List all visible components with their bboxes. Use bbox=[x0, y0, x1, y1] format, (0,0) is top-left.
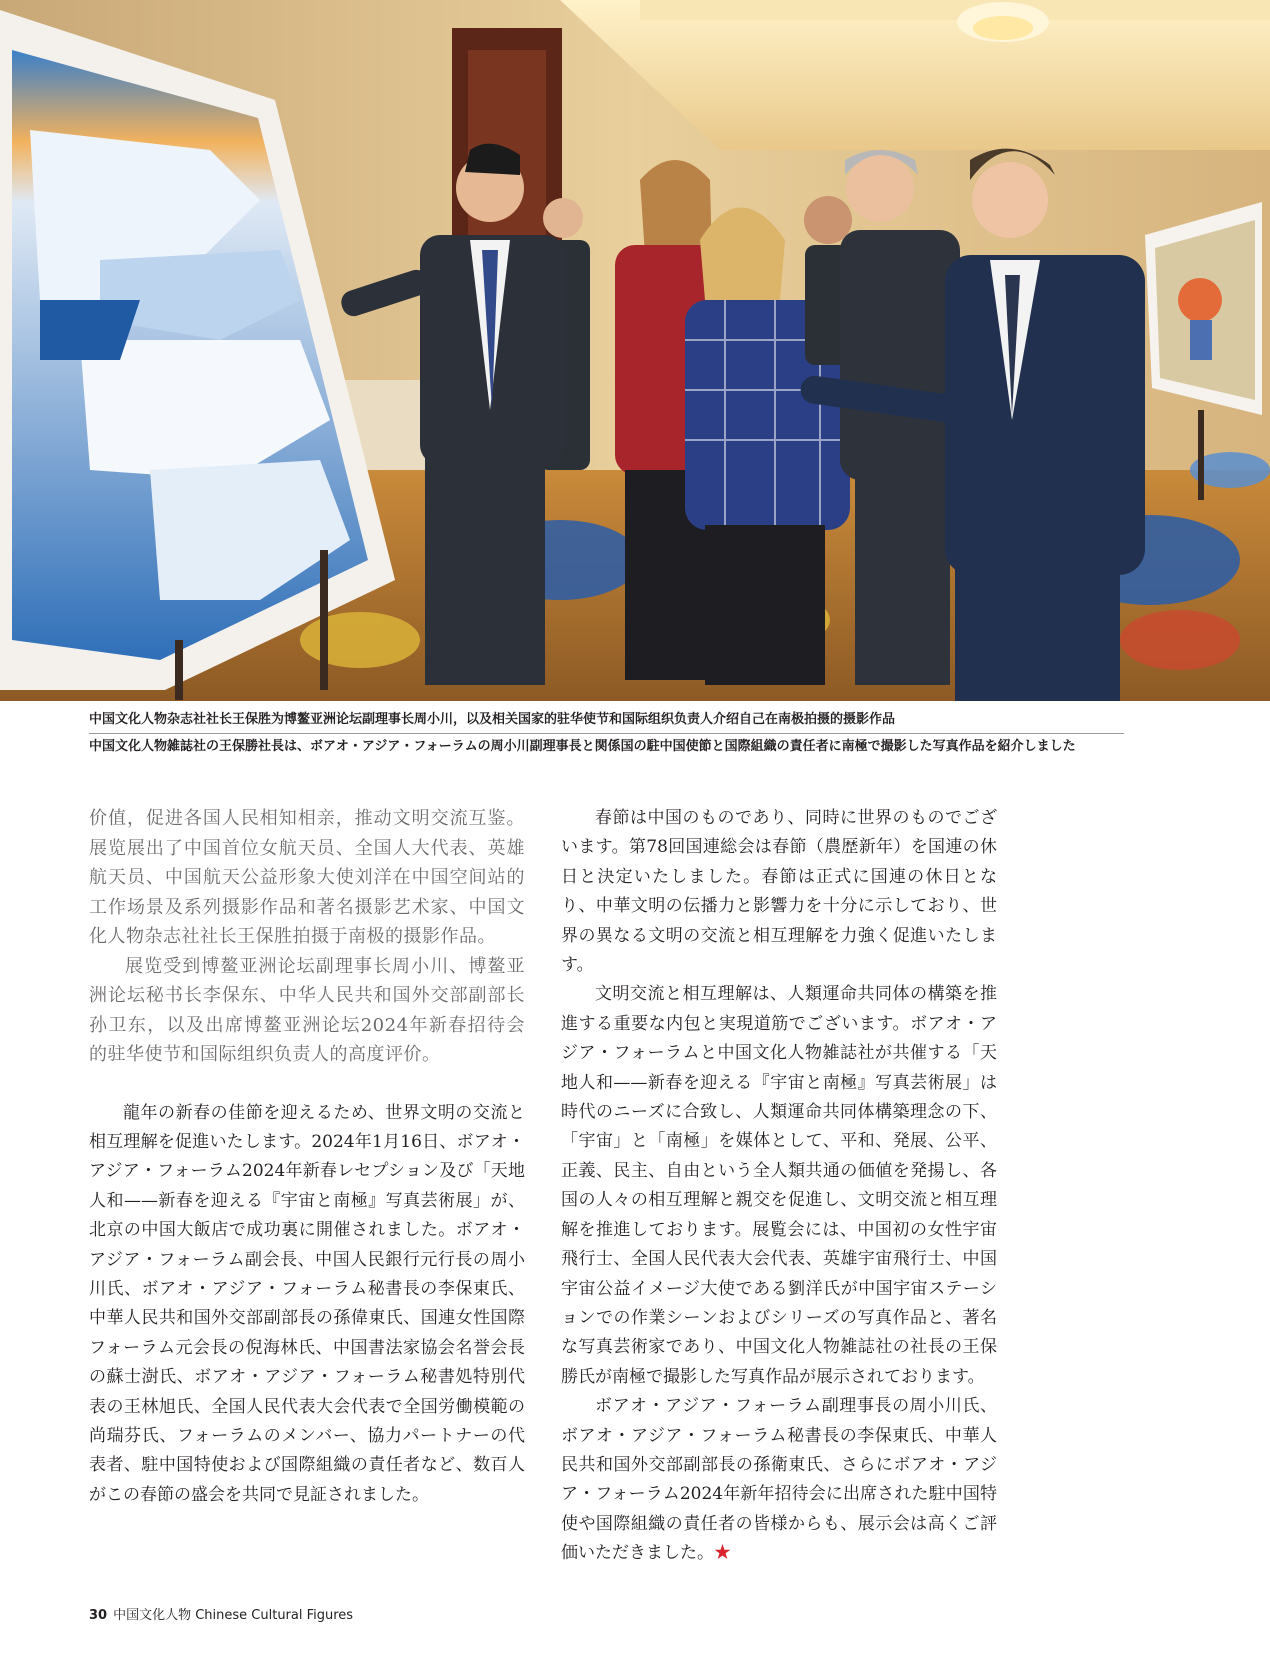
event-photo bbox=[0, 0, 1270, 701]
chinese-paragraph-2: 展览受到博鳌亚洲论坛副理事长周小川、博鳌亚洲论坛秘书长李保东、中华人民共和国外交部副部长孙卫东，以及出席博鳌亚洲论坛2024年新春招待会的驻华使节和国际组织负责人的高度评价。 bbox=[89, 955, 525, 1065]
japanese-paragraph-3: 文明交流と相互理解は、人類運命共同体の構築を推進する重要な内包と実現道筋でございます。ボアオ・アジア・フォーラムと中国文化人物雑誌社が共催する「天地人和——新春を迎える『宇宙と南極』写真芸術展」は時代のニーズに合致し、人類運命共同体構築理念の下、「宇宙」と「南極」を媒体として、平和、発展、公平、正義、民主、自由という全人類共通の価値を発揚し、各国の人々の相互理解と親交を促進し、文明交流と相互理解を推進しております。展覧会には、中国初の女性宇宙飛行士、全国人民代表大会代表、英雄宇宙飛行士、中国宇宙公益イメージ大使である劉洋氏が中国宇宙ステーションでの作業シーンおよびシリーズの写真作品と、著名な写真芸術家であり、中国文化人物雑誌社の社長の王保勝氏が南極で撮影した写真作品が展示されております。 bbox=[561, 984, 997, 1387]
japanese-paragraph-2: 春節は中国のものであり、同時に世界のものでございます。第78回国連総会は春節（農歴新年）を国連の休日と決定いたしました。春節は正式に国連の休日となり、中華文明の伝播力と影響力を十分に示しており、世界の異なる文明の交流と相互理解を力強く促進いたします。 bbox=[561, 808, 997, 976]
chandelier bbox=[957, 2, 1049, 42]
event-photo-illustration bbox=[0, 0, 1270, 701]
end-mark-star-icon: ★ bbox=[714, 1543, 731, 1564]
japanese-paragraph-4 bbox=[561, 1392, 997, 1568]
japanese-text-block-left bbox=[89, 1099, 525, 1511]
chinese-text-block bbox=[89, 804, 525, 1070]
caption-divider bbox=[89, 733, 1124, 734]
right-column bbox=[561, 804, 997, 1569]
photo-caption-japanese: 中国文化人物雑誌社の王保勝社長は、ボアオ・アジア・フォーラムの周小川副理事長と関係国の駐中国使節と国際組織の責任者に南極で撮影した写真作品を紹介しました bbox=[89, 739, 1076, 754]
chinese-paragraph-1: 价值，促进各国人民相知相亲，推动文明交流互鉴。展览展出了中国首位女航天员、全国人大代表、英雄航天员、中国航天公益形象大使刘洋在中国空间站的工作场景及系列摄影作品和著名摄影艺术家、中国文化人物杂志社社长王保胜拍摄于南极的摄影作品。 bbox=[89, 808, 525, 947]
japanese-paragraph-1: 龍年の新春の佳節を迎えるため、世界文明の交流と相互理解を促進いたします。2024年1月16日、ボアオ・アジア・フォーラム2024年新春レセプション及び「天地人和——新春を迎える『宇宙と南極』写真芸術展」が、北京の中国大飯店で成功裏に開催されました。ボアオ・アジア・フォーラム副会長、中国人民銀行元行長の周小川氏、ボアオ・アジア・フォーラム秘書長の李保東氏、中華人民共和国外交部副部長の孫偉東氏、国連女性国際フォーラム元会長の倪海林氏、中国書法家協会名誉会長の蘇士澍氏、ボアオ・アジア・フォーラム秘書処特別代表の王林旭氏、全国人民代表大会代表で全国労働模範の尚瑞芬氏、フォーラムのメンバー、協力パートナーの代表者、駐中国特使および国際組織の責任者など、数百人がこの春節の盛会を共同で見証されました。 bbox=[89, 1102, 525, 1505]
page-footer bbox=[89, 1604, 353, 1623]
japanese-paragraph-4-text: ボアオ・アジア・フォーラム副理事長の周小川氏、ボアオ・アジア・フォーラム秘書長の李保東氏、中華人民共和国外交部副部長の孫衛東氏、さらにボアオ・アジア・フォーラム2024年新年招待会に出席された駐中国特使や国際組織の責任者の皆様からも、展示会は高くご評価いただきました。 bbox=[561, 1396, 997, 1564]
page-number: 30 bbox=[89, 1608, 108, 1623]
photo-caption-chinese: 中国文化人物杂志社社长王保胜为博鳌亚洲论坛副理事长周小川，以及相关国家的驻华使节和国际组织负责人介绍自己在南极拍摄的摄影作品 bbox=[89, 712, 896, 727]
magazine-name: 中国文化人物 Chinese Cultural Figures bbox=[113, 1608, 354, 1623]
left-column bbox=[89, 804, 525, 1510]
